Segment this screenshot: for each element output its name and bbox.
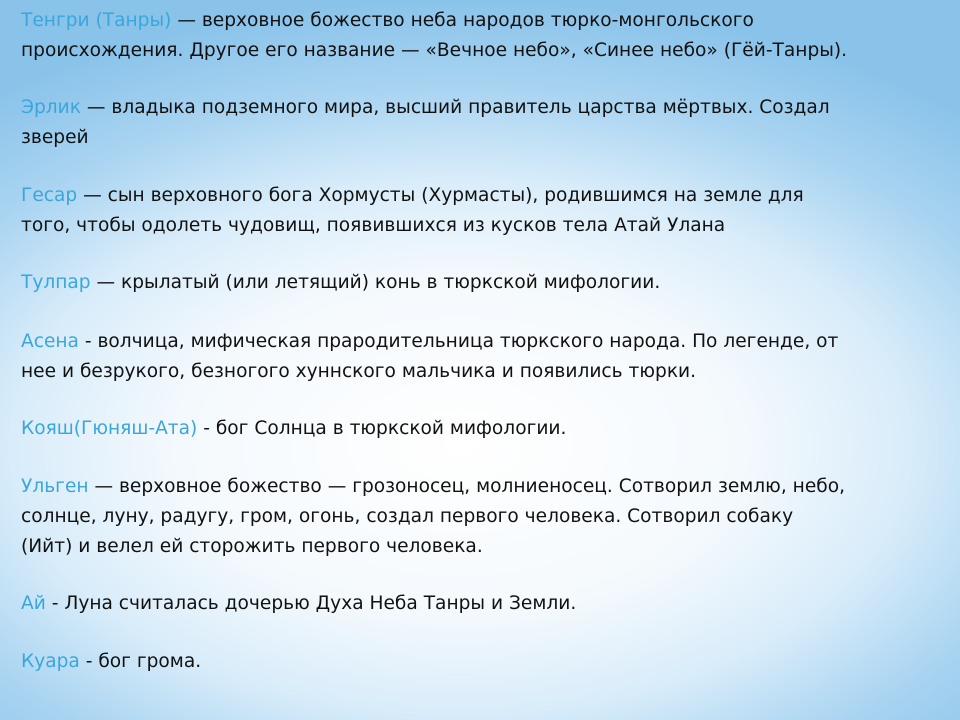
entry-term: Куара [21, 651, 80, 672]
entry-text-line: — верховное божество неба народов тюрко-монгольского [171, 10, 754, 31]
entry-text-line: того, чтобы одолеть чудовищ, появившихся из кусков тела Атай Улана [21, 215, 726, 236]
entry-term: Кояш(Гюняш-Ата) [21, 418, 198, 439]
entry-term: Ульген [21, 476, 89, 497]
entry-term: Тулпар [21, 272, 91, 293]
entry-text-line: - Луна считалась дочерью Духа Неба Танры и Земли. [45, 593, 577, 614]
entry-term: Тенгри (Танры) [21, 10, 172, 31]
entry-text-line: зверей [21, 127, 89, 148]
entry-text-line: — верховное божество — грозоносец, молниеносец. Сотворил землю, небо, [88, 476, 846, 497]
entry-term: Ай [21, 593, 46, 614]
entry-text-line: происхождения. Другое его название — «Вечное небо», «Синее небо» (Гёй-Танры). [21, 40, 848, 61]
entry-text-line: - бог Солнца в тюркской мифологии. [197, 418, 567, 439]
entry-text-line: — крылатый (или летящий) конь в тюркской мифологии. [90, 272, 661, 293]
entry-text-line: - бог грома. [79, 651, 202, 672]
entry-text-line: — владыка подземного мира, высший правитель царства мёртвых. Создал [81, 97, 830, 118]
entry-text-line: нее и безрукого, безногого хуннского мальчика и появились тюрки. [21, 361, 697, 382]
glossary-entry-erlik [21, 93, 956, 153]
glossary-entry-kuara [21, 647, 956, 677]
entry-text-line: — сын верховного бога Хормусты (Хурмасты), родившимся на земле для [83, 185, 804, 206]
glossary-entry-ulgen [21, 472, 956, 562]
glossary-entry-gesar [21, 181, 956, 241]
glossary-entry-koyash [21, 414, 956, 444]
entry-term: Асена [21, 331, 79, 352]
entry-text-line: - волчица, мифическая прародительница тюркского народа. По легенде, от [78, 331, 839, 352]
glossary-entry-tulpar [21, 268, 956, 298]
glossary-entry-asena [21, 327, 956, 387]
glossary-entry-ai [21, 589, 956, 619]
glossary-entry-tengri [21, 6, 956, 66]
entry-term: Гесар [21, 185, 84, 206]
entry-term: Эрлик [21, 97, 81, 118]
entry-text-line: (Ийт) и велел ей сторожить первого человека. [21, 536, 483, 557]
entry-text-line: солнце, луну, радугу, гром, огонь, создал первого человека. Сотворил собаку [21, 506, 794, 527]
